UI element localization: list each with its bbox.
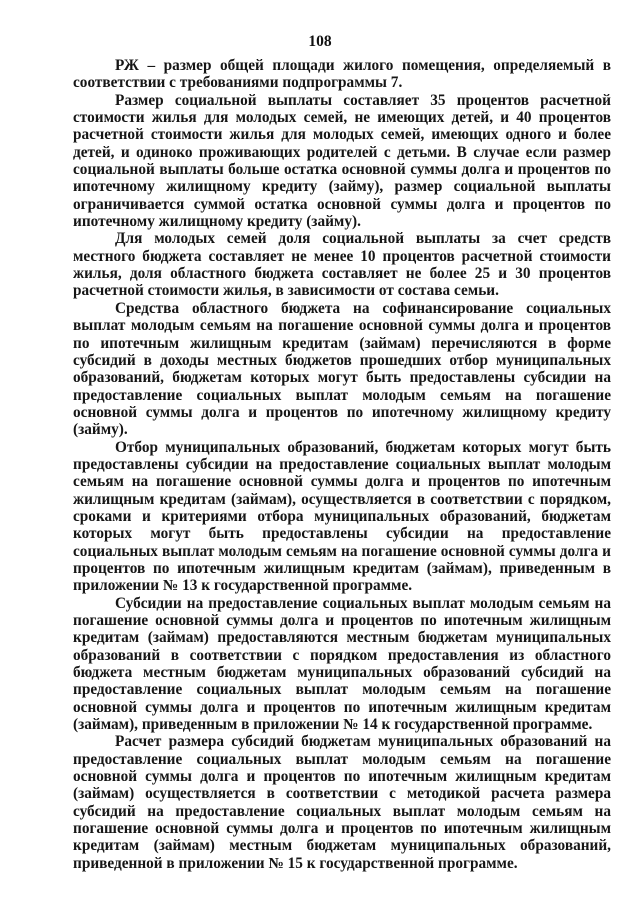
paragraph: Размер социальной выплаты составляет 35 процентов расчетной стоимости жилья для молодых семей, не имеющих детей, и 40 процентов расчетной стоимости жилья для молодых семей, имеющих одного и более детей, и одиноко проживающих родителей с детьми. В случае если размер социальной выплаты больше остатка основной суммы долга и процентов по ипотечному жилищному кредиту (займу), размер социальной выплаты ограничивается суммой остатка основной суммы долга и процентов по ипотечному жилищному кредиту (займу).: [73, 91, 611, 231]
paragraph: Средства областного бюджета на софинансирование социальных выплат молодым семьям на погашение основной суммы долга и процентов по ипотечным жилищным кредитам (займам) перечисляются в форме субсидий в доходы местных бюджетов прошедших отбор муниципальных образований, бюджетам которых могут быть предоставлены субсидии на предоставление социальных выплат молодым семьям на погашение основной суммы долга и процентов по ипотечному жилищному кредиту (займу).: [73, 299, 611, 439]
paragraph: РЖ – размер общей площади жилого помещения, определяемый в соответствии с требованиями подпрограммы 7.: [73, 57, 611, 92]
paragraph: Отбор муниципальных образований, бюджетам которых могут быть предоставлены субсидии на предоставление социальных выплат молодым семьям на погашение основной суммы долга и процентов по ипотечным жилищным кредитам (займам), осуществляется в соответствии с порядком, сроками и критериями отбора муниципальных образований, бюджетам которых могут быть предоставлены субсидии на предоставление социальных выплат молодым семьям на погашение основной суммы долга и процентов по ипотечным жилищным кредитам (займам), приведенным в приложении № 13 к государственной программе.: [73, 438, 611, 595]
paragraph: Для молодых семей доля социальной выплаты за счет средств местного бюджета составляет не менее 10 процентов расчетной стоимости жилья, доля областного бюджета составляет не более 25 и 30 процентов расчетной стоимости жилья, в зависимости от состава семьи.: [73, 230, 611, 300]
paragraph: Субсидии на предоставление социальных выплат молодым семьям на погашение основной суммы долга и процентов по ипотечным жилищным кредитам (займам) предоставляются местным бюджетам муниципальных образований в соответствии с порядком предоставления из областного бюджета местным бюджетам муниципальных образований субсидий на предоставление социальных выплат молодым семьям на погашение основной суммы долга и процентов по ипотечным жилищным кредитам (займам), приведенным в приложении № 14 к государственной программе.: [73, 594, 611, 734]
page-number: 108: [308, 33, 332, 50]
paragraph: Расчет размера субсидий бюджетам муниципальных образований на предоставление социальных выплат молодым семьям на погашение основной суммы долга и процентов по ипотечным жилищным кредитам (займам) осуществляется в соответствии с методикой расчета размера субсидий на предоставление социальных выплат молодым семьям на погашение основной суммы долга и процентов по ипотечным жилищным кредитам (займам) местным бюджетам муниципальных образований, приведенной в приложении № 15 к государственной программе.: [73, 733, 611, 872]
document-body: [73, 57, 611, 872]
